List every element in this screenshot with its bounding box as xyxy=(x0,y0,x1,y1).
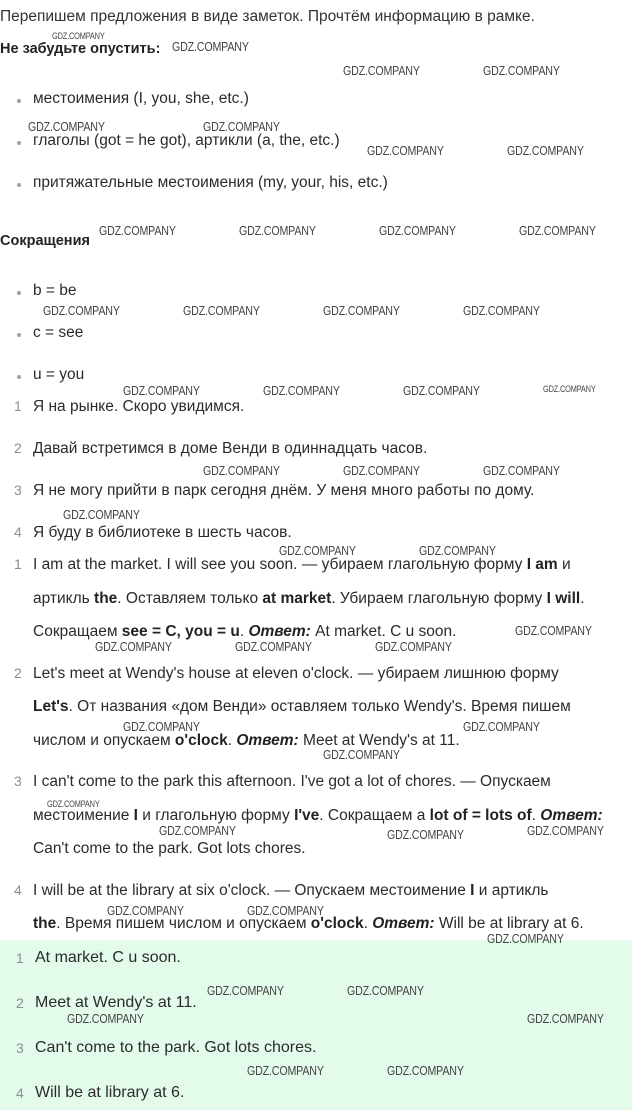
watermark: GDZ.COMPANY xyxy=(375,639,452,654)
watermark: GDZ.COMPANY xyxy=(343,463,420,478)
watermark: GDZ.COMPANY xyxy=(403,383,480,398)
explanation-line: I can't come to the park this afternoon. I've got a lot of chores. — Опускаем xyxy=(33,773,551,790)
watermark: GDZ.COMPANY xyxy=(63,507,140,522)
watermark: GDZ.COMPANY xyxy=(527,823,604,838)
answer-label: Ответ: xyxy=(236,732,299,749)
watermark: GDZ.COMPANY xyxy=(67,1011,144,1026)
watermark: GDZ.COMPANY xyxy=(387,1063,464,1078)
watermark: GDZ.COMPANY xyxy=(52,31,105,41)
watermark: GDZ.COMPANY xyxy=(203,463,280,478)
watermark: GDZ.COMPANY xyxy=(347,983,424,998)
explanation-line: Can't come to the park. Got lots chores. xyxy=(33,840,306,857)
watermark: GDZ.COMPANY xyxy=(28,119,105,134)
intro-text: Перепишем предложения в виде заметок. Прочтём информацию в рамке. xyxy=(0,8,535,25)
explanation-number: 2 xyxy=(14,665,22,681)
explanation-line: Let's meet at Wendy's house at eleven o'clock. — убираем лишнюю форму xyxy=(33,665,559,682)
watermark: GDZ.COMPANY xyxy=(387,827,464,842)
answer-box: 1 At market. C u soon. 2 Meet at Wendy's at 11. 3 Can't come to the park. Got lots chores. 4 Will be at library at 6. xyxy=(0,940,632,1110)
explanation-line: I am at the market. I will see you soon. — убираем глагольную форму I am и xyxy=(33,556,571,573)
watermark: GDZ.COMPANY xyxy=(343,63,420,78)
watermark: GDZ.COMPANY xyxy=(515,623,592,638)
watermark: GDZ.COMPANY xyxy=(379,223,456,238)
watermark: GDZ.COMPANY xyxy=(203,119,280,134)
explanation-number: 3 xyxy=(14,773,22,789)
abbreviations-heading: Сокращения xyxy=(0,233,90,249)
watermark: GDZ.COMPANY xyxy=(323,747,400,762)
explanation-line: Сокращаем see = C, you = u. Ответ: At market. C u soon. xyxy=(33,623,457,640)
bullet-icon xyxy=(17,291,21,295)
watermark: GDZ.COMPANY xyxy=(463,719,540,734)
watermark: GDZ.COMPANY xyxy=(107,903,184,918)
watermark: GDZ.COMPANY xyxy=(247,903,324,918)
watermark: GDZ.COMPANY xyxy=(183,303,260,318)
watermark: GDZ.COMPANY xyxy=(483,463,560,478)
answer-label: Ответ: xyxy=(372,915,435,932)
watermark: GDZ.COMPANY xyxy=(123,719,200,734)
explanation-line: числом и опускаем o'clock. Ответ: Meet at Wendy's at 11. xyxy=(33,732,460,749)
watermark: GDZ.COMPANY xyxy=(239,223,316,238)
watermark: GDZ.COMPANY xyxy=(43,303,120,318)
watermark: GDZ.COMPANY xyxy=(483,63,560,78)
watermark: GDZ.COMPANY xyxy=(519,223,596,238)
watermark: GDZ.COMPANY xyxy=(279,543,356,558)
explanation-line: the. Время пишем числом и опускаем o'clock. Ответ: Will be at library at 6. xyxy=(33,915,584,932)
bullet-icon xyxy=(17,183,21,187)
watermark: GDZ.COMPANY xyxy=(172,39,249,54)
watermark: GDZ.COMPANY xyxy=(487,931,564,946)
watermark: GDZ.COMPANY xyxy=(95,639,172,654)
watermark: GDZ.COMPANY xyxy=(247,1063,324,1078)
explanation-line: I will be at the library at six o'clock. — Опускаем местоимение I и артикль xyxy=(33,882,549,899)
explanation-number: 4 xyxy=(14,882,22,898)
watermark: GDZ.COMPANY xyxy=(463,303,540,318)
watermark: GDZ.COMPANY xyxy=(263,383,340,398)
watermark: GDZ.COMPANY xyxy=(235,639,312,654)
watermark: GDZ.COMPANY xyxy=(323,303,400,318)
bullet-icon xyxy=(17,375,21,379)
watermark: GDZ.COMPANY xyxy=(159,823,236,838)
explanation-number: 1 xyxy=(14,556,22,572)
watermark: GDZ.COMPANY xyxy=(123,383,200,398)
watermark: GDZ.COMPANY xyxy=(419,543,496,558)
watermark: GDZ.COMPANY xyxy=(99,223,176,238)
explanation-line: артикль the. Оставляем только at market. Убираем глагольную форму I will. xyxy=(33,590,585,607)
watermark: GDZ.COMPANY xyxy=(47,799,100,809)
answer-label: Ответ: xyxy=(248,623,311,640)
answer-label: Ответ: xyxy=(540,807,603,824)
watermark: GDZ.COMPANY xyxy=(507,143,584,158)
bullet-icon xyxy=(17,99,21,103)
watermark: GDZ.COMPANY xyxy=(207,983,284,998)
bullet-icon xyxy=(17,333,21,337)
bullet-icon xyxy=(17,141,21,145)
watermark: GDZ.COMPANY xyxy=(527,1011,604,1026)
explanation-line: местоимение I и глагольную форму I've. Сокращаем а lot of = lots of. Ответ: xyxy=(33,807,603,824)
watermark: GDZ.COMPANY xyxy=(367,143,444,158)
explanation-line: Let's. От названия «дом Венди» оставляем только Wendy's. Время пишем xyxy=(33,698,571,715)
omit-heading: Не забудьте опустить: xyxy=(0,41,161,57)
watermark: GDZ.COMPANY xyxy=(543,384,596,394)
